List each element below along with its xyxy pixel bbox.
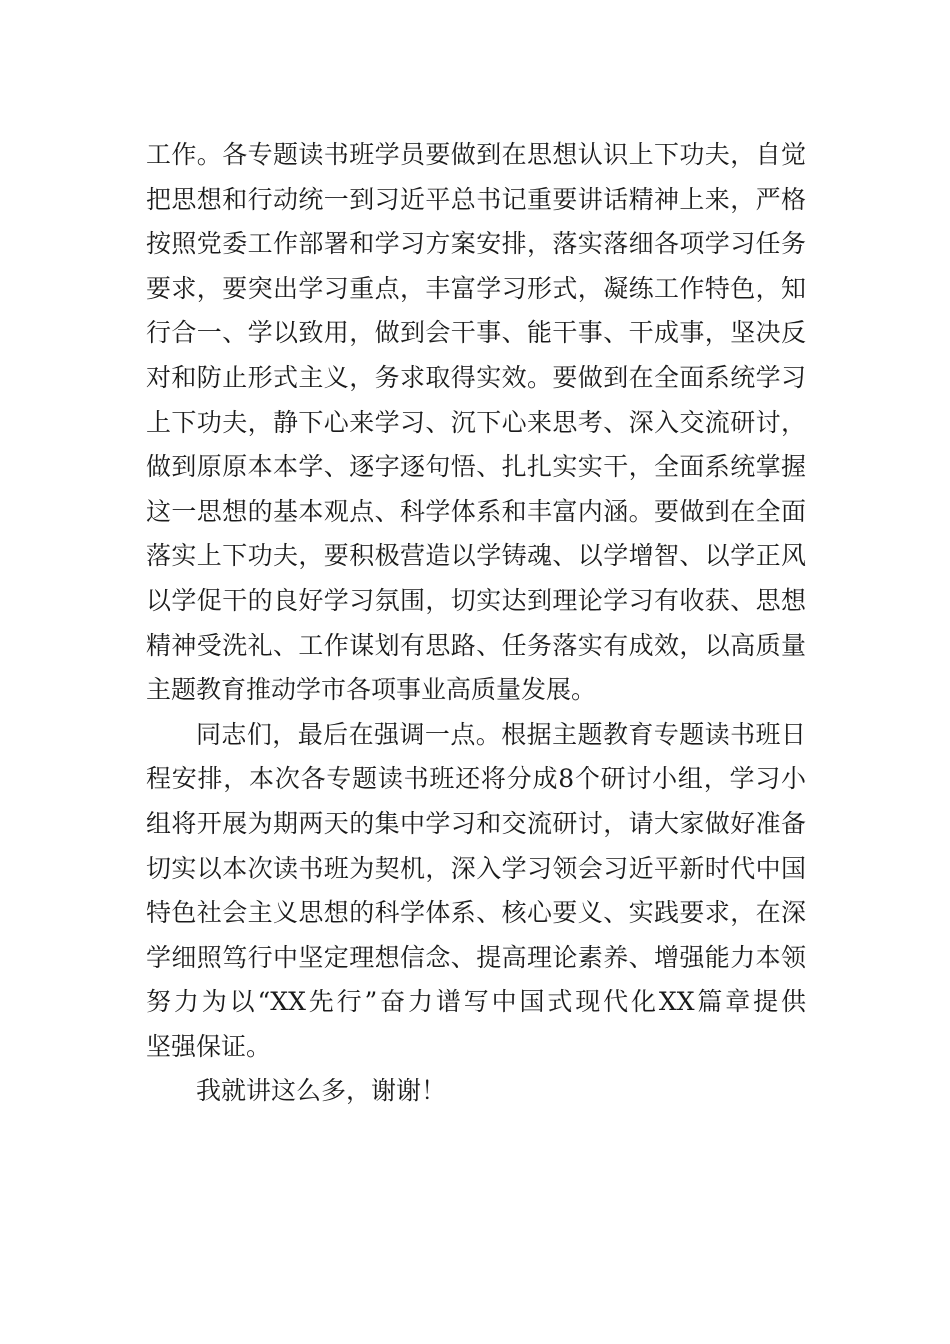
text-line: 以学促干的良好学习氛围，切实达到理论学习有收获、思想 (146, 585, 806, 615)
text-line: 这一思想的基本观点、科学体系和丰富内涵。要做到在全面 (146, 496, 806, 526)
text-line: 落实上下功夫，要积极营造以学铸魂、以学增智、以学正风 (146, 541, 806, 571)
text-line: 要求，要突出学习重点，丰富学习形式，凝练工作特色，知 (146, 273, 806, 303)
text-line: 行合一、学以致用，做到会干事、能干事、干成事，坚决反 (146, 318, 806, 348)
text-line: 坚强保证。 (146, 1031, 272, 1061)
paragraph-1 (146, 133, 806, 713)
text-line: 把思想和行动统一到习近平总书记重要讲话精神上来，严格 (146, 184, 806, 214)
text-line: 程安排，本次各专题读书班还将分成8个研讨小组，学习小 (146, 764, 806, 794)
text-line: 同志们，最后在强调一点。根据主题教育专题读书班日 (196, 719, 806, 749)
text-line: 做到原原本本学、逐字逐句悟、扎扎实实干，全面系统掌握 (146, 452, 806, 482)
document-body (146, 133, 806, 1114)
text-line: 上下功夫，静下心来学习、沉下心来思考、深入交流研讨， (146, 407, 806, 437)
paragraph-2 (146, 713, 806, 1070)
text-line: 精神受洗礼、工作谋划有思路、任务落实有成效，以高质量 (146, 630, 806, 660)
text-line: 对和防止形式主义，务求取得实效。要做到在全面系统学习 (146, 362, 806, 392)
text-line: 我就讲这么多，谢谢！ (196, 1076, 447, 1106)
text-line: 工作。各专题读书班学员要做到在思想认识上下功夫，自觉 (146, 140, 806, 169)
text-line: 学细照笃行中坚定理想信念、提高理论素养、增强能力本领 (146, 942, 806, 972)
text-line: 特色社会主义思想的科学体系、核心要义、实践要求，在深 (146, 898, 806, 928)
text-line: 组将开展为期两天的集中学习和交流研讨，请大家做好准备 (146, 808, 806, 838)
text-line: 按照党委工作部署和学习方案安排，落实落细各项学习任务 (146, 229, 806, 259)
text-line: 切实以本次读书班为契机，深入学习领会习近平新时代中国 (146, 853, 806, 883)
text-line: 主题教育推动学市各项事业高质量发展。 (146, 675, 597, 705)
paragraph-3 (146, 1069, 806, 1114)
text-line: 努力为以“XX先行”奋力谱写中国式现代化XX篇章提供 (146, 987, 806, 1017)
